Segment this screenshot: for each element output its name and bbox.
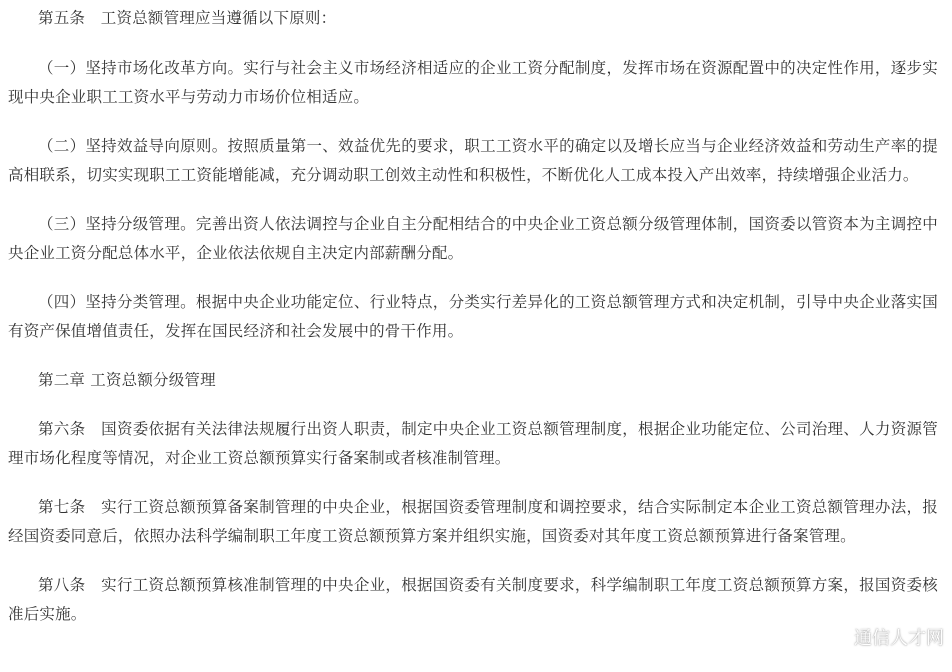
principle-1-paragraph: （一）坚持市场化改革方向。实行与社会主义市场经济相适应的企业工资分配制度，发挥市场在资源配置中的决定性作用，逐步实现中央企业职工工资水平与劳动力市场价位相适应。 — [8, 59, 938, 106]
article-8-paragraph: 第八条 实行工资总额预算核准制管理的中央企业，根据国资委有关制度要求，科学编制职工年度工资总额预算方案，报国资委核准后实施。 — [8, 576, 938, 623]
principle-4-paragraph: （四）坚持分类管理。根据中央企业功能定位、行业特点，分类实行差异化的工资总额管理方式和决定机制，引导中央企业落实国有资产保值增值责任，发挥在国民经济和社会发展中的骨干作用。 — [8, 293, 938, 340]
article-7-paragraph: 第七条 实行工资总额预算备案制管理的中央企业，根据国资委管理制度和调控要求，结合实际制定本企业工资总额管理办法，报经国资委同意后，依照办法科学编制职工年度工资总额预算方案并组织实施，国资委对其年度工资总额预算进行备案管理。 — [8, 498, 938, 545]
principle-2-paragraph: （二）坚持效益导向原则。按照质量第一、效益优先的要求，职工工资水平的确定以及增长应当与企业经济效益和劳动生产率的提高相联系，切实实现职工工资能增能减，充分调动职工创效主动性和积极性，不断优化人工成本投入产出效率，持续增强企业活力。 — [8, 137, 938, 184]
article-6-paragraph: 第六条 国资委依据有关法律法规履行出资人职责，制定中央企业工资总额管理制度，根据企业功能定位、公司治理、人力资源管理市场化程度等情况，对企业工资总额预算实行备案制或者核准制管理。 — [8, 420, 938, 467]
principle-3-paragraph: （三）坚持分级管理。完善出资人依法调控与企业自主分配相结合的中央企业工资总额分级管理体制，国资委以管资本为主调控中央企业工资分配总体水平，企业依法依规自主决定内部薪酬分配。 — [8, 215, 938, 262]
article-5-heading: 第五条 工资总额管理应当遵循以下原则： — [38, 9, 337, 27]
watermark — [824, 624, 944, 650]
watermark-text: 通信人才网 — [854, 628, 944, 649]
chapter-2-heading: 第二章 工资总额分级管理 — [38, 371, 216, 389]
wechat-icon — [824, 625, 848, 649]
document-body — [8, 0, 938, 629]
